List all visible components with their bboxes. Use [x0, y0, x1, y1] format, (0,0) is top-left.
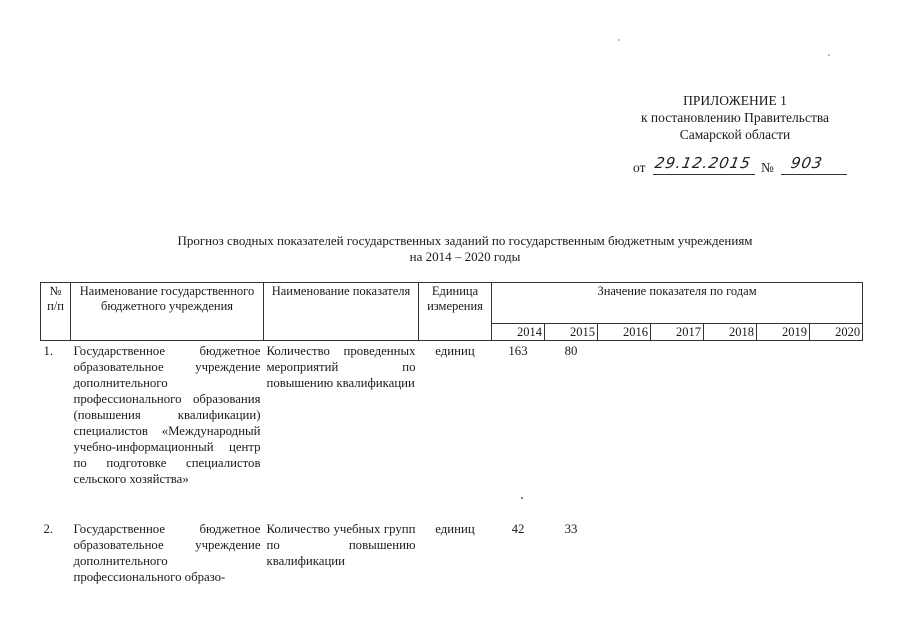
row-value-2015: 33	[564, 522, 578, 536]
row-value-2020	[810, 341, 863, 520]
header-year: 2016	[598, 324, 651, 341]
row-value-2016	[598, 519, 651, 601]
date-handwritten: 29.12.2015	[653, 154, 753, 172]
date-underline	[653, 174, 755, 175]
appendix-region-line: Самарской области	[679, 127, 791, 142]
row-value-2014: 42	[511, 522, 525, 536]
row-value-2018	[704, 519, 757, 601]
appendix-resolution-line: к постановлению Правительства	[640, 110, 830, 125]
header-num: № п/п	[41, 283, 71, 341]
date-prefix: от	[633, 160, 646, 175]
row-indicator: Количество учебных групп по повышению квалификации	[266, 522, 416, 568]
document-title-line1: Прогноз сводных показателей государственных заданий по государственным бюджетным учреждениям	[177, 233, 753, 248]
row-value-2017	[651, 341, 704, 520]
row-value-2014: 163	[508, 344, 528, 358]
row-unit: единиц	[435, 522, 475, 536]
header-year: 2017	[651, 324, 704, 341]
table-row	[41, 341, 863, 520]
number-underline	[781, 174, 847, 175]
scan-speck	[521, 497, 523, 499]
table-header-row	[41, 283, 863, 324]
header-year: 2015	[545, 324, 598, 341]
document-title	[40, 233, 890, 265]
table-row	[41, 519, 863, 601]
scan-speck	[618, 39, 620, 41]
row-value-2015: 80	[564, 344, 578, 358]
resolution-date-number	[633, 156, 863, 178]
number-prefix: №	[761, 160, 774, 175]
appendix-block	[600, 92, 870, 143]
forecast-table	[40, 282, 863, 601]
appendix-title: ПРИЛОЖЕНИЕ 1	[683, 93, 787, 108]
row-value-2018	[704, 341, 757, 520]
row-value-2017	[651, 519, 704, 601]
row-unit: единиц	[435, 344, 475, 358]
row-institution: Государственное бюджетное образовательное учреждение дополнительного профессионального образования (повышения квалификации) специалистов «Международный учебно-информационный центр по подготовке специалистов сельского хозяйства»	[73, 344, 261, 486]
scan-speck	[828, 54, 830, 56]
header-year: 2014	[492, 324, 545, 341]
header-values-group: Значение показателя по годам	[492, 283, 863, 324]
header-indicator: Наименование показателя	[264, 283, 419, 341]
row-institution: Государственное бюджетное образовательное учреждение дополнительного профессионального образо-	[73, 522, 261, 584]
header-institution: Наименование государственного бюджетного учреждения	[71, 283, 264, 341]
header-year: 2018	[704, 324, 757, 341]
header-year: 2019	[757, 324, 810, 341]
header-unit: Единица измерения	[419, 283, 492, 341]
header-year: 2020	[810, 324, 863, 341]
row-indicator: Количество проведенных мероприятий по повышению квалификации	[266, 344, 416, 390]
row-number: 2.	[43, 522, 54, 536]
row-value-2019	[757, 341, 810, 520]
document-title-line2: на 2014 – 2020 годы	[409, 249, 521, 264]
number-handwritten: 903	[789, 154, 825, 172]
row-number: 1.	[43, 344, 54, 358]
row-value-2020	[810, 519, 863, 601]
row-value-2016	[598, 341, 651, 520]
row-value-2019	[757, 519, 810, 601]
